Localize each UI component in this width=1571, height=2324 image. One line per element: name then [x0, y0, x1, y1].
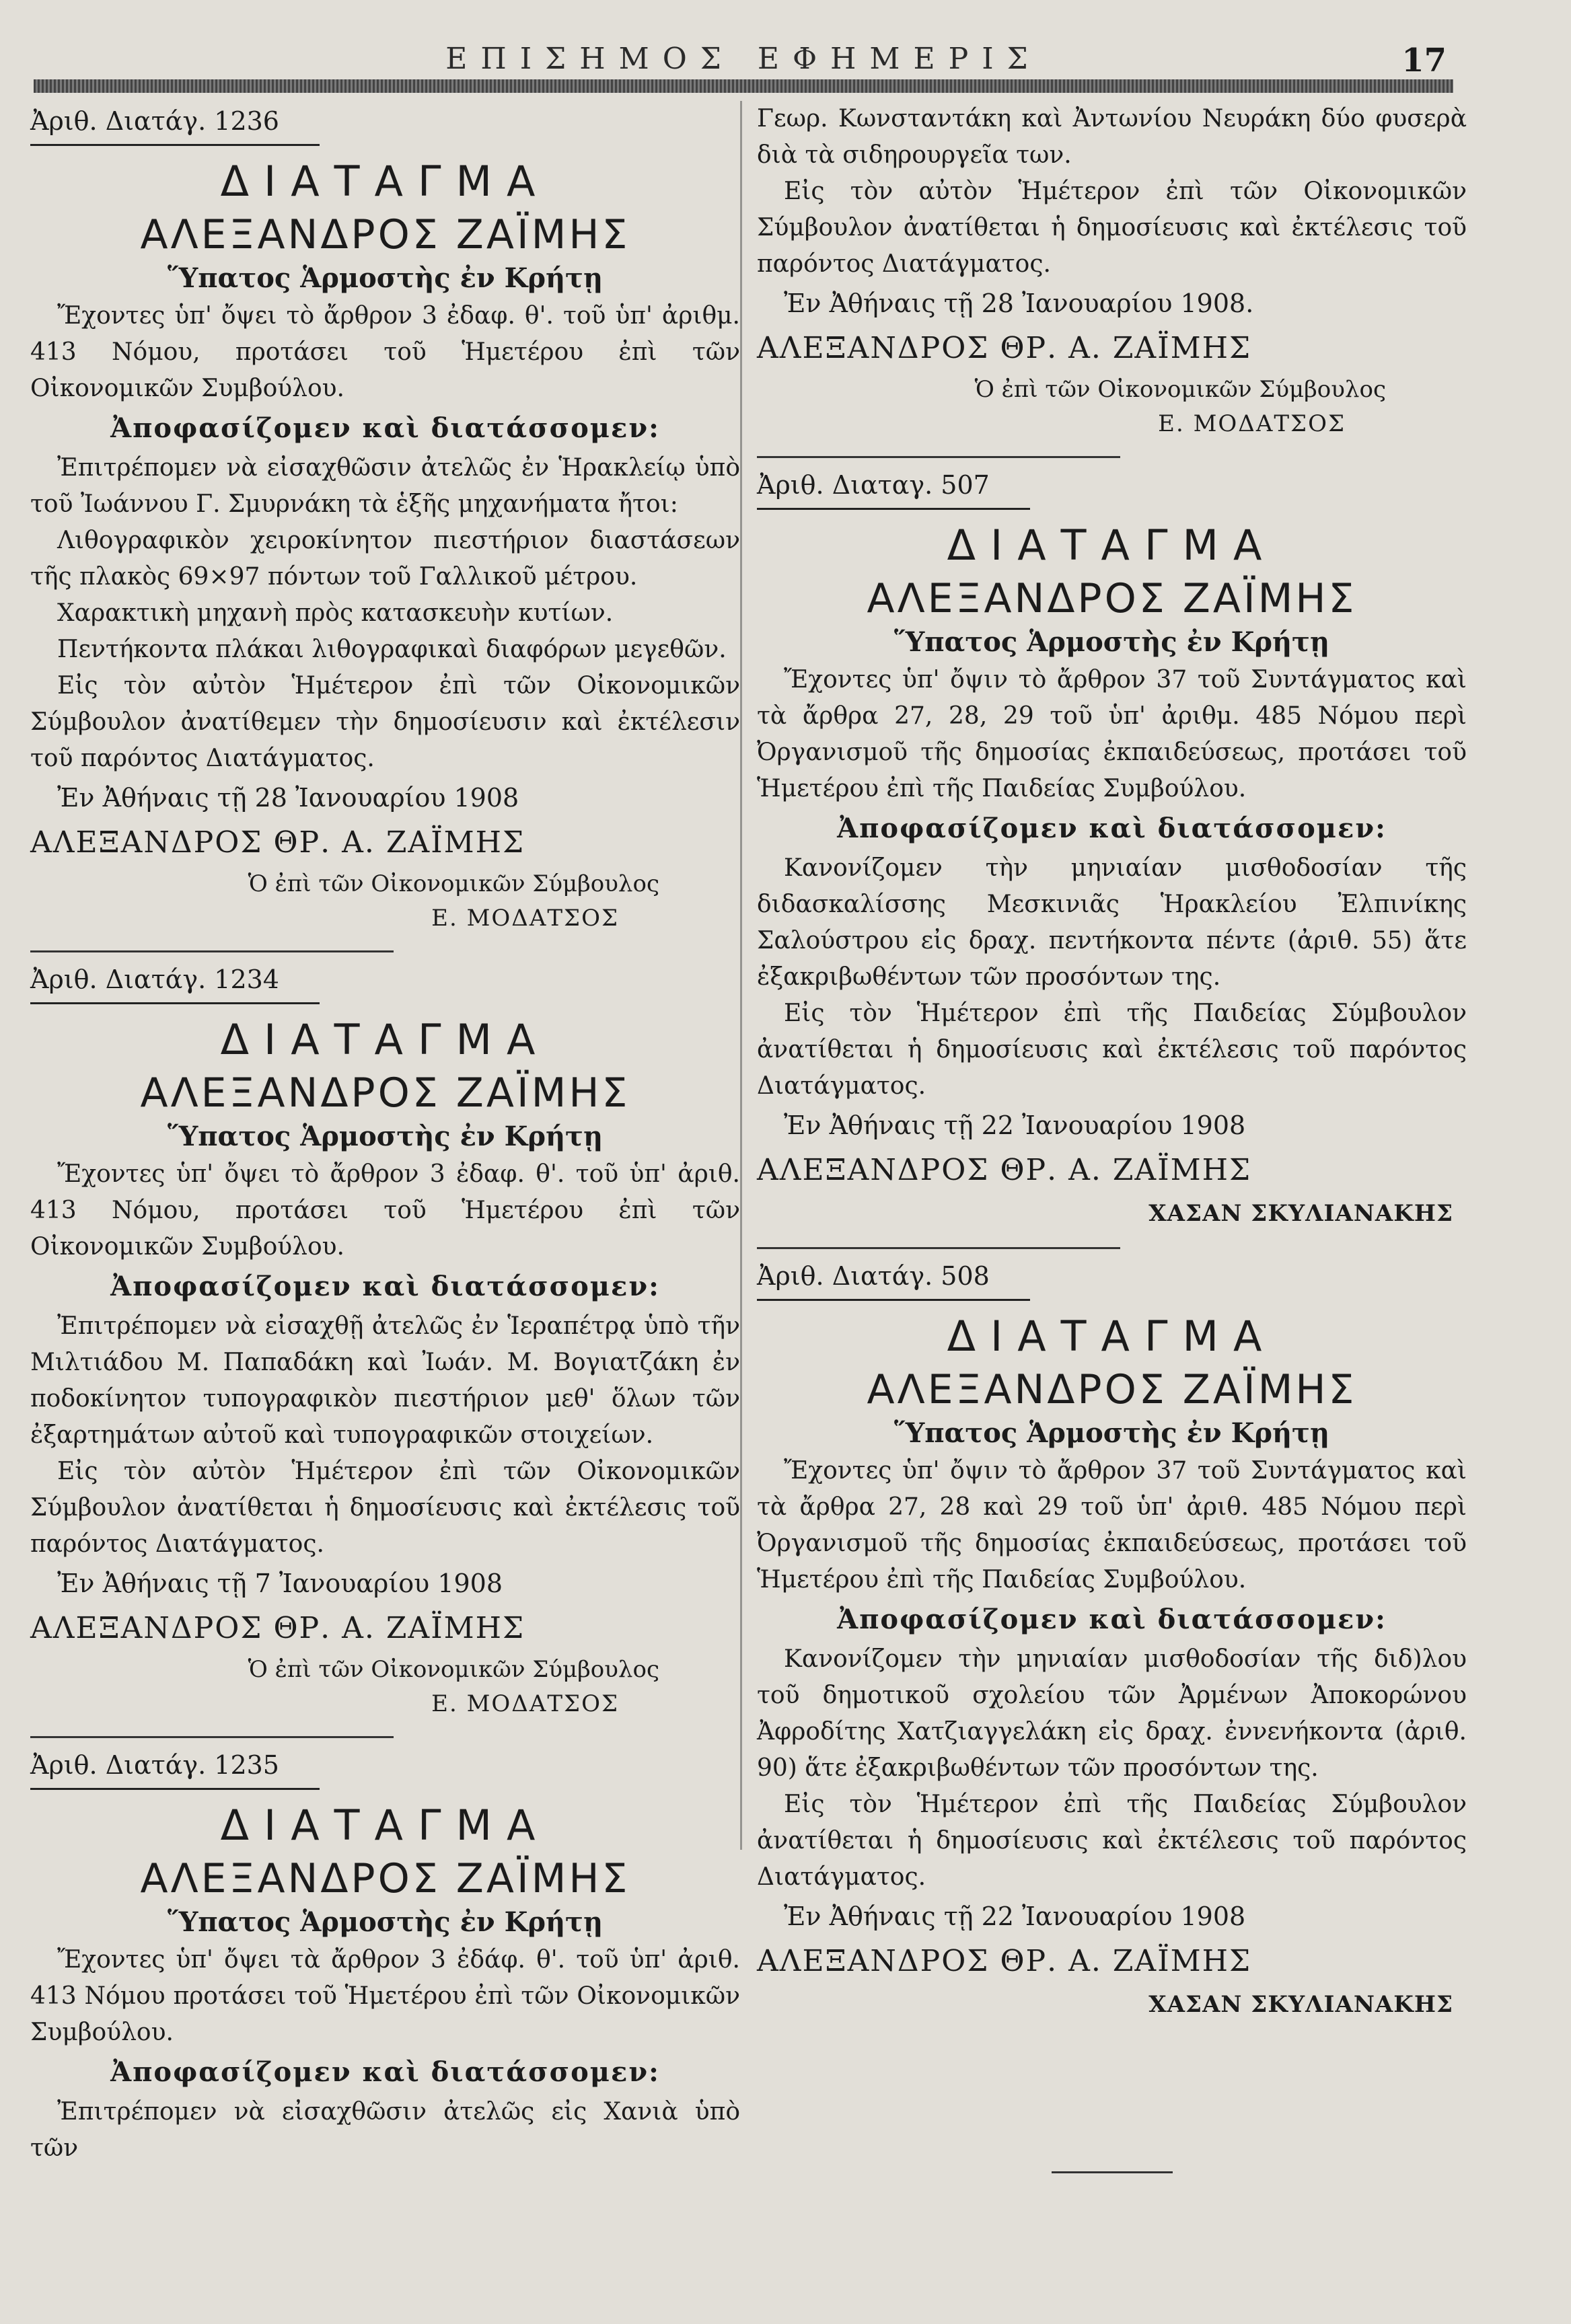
countersign-role: Ὁ ἐπὶ τῶν Οἰκονομικῶν Σύμβουλος — [248, 870, 659, 897]
decree-507 — [757, 465, 1467, 1232]
section-separator — [757, 1247, 1120, 1249]
decree-formula: Ἀποφασίζομεν καὶ διατάσσομεν: — [110, 1271, 660, 1302]
countersign-role: Ὁ ἐπὶ τῶν Οἰκονομικῶν Σύμβουλος — [248, 1656, 659, 1683]
article-text: Λιθογραφικὸν χειροκίνητον πιεστήριον διαστάσεων τῆς πλακὸς 69×97 πόντων τοῦ Γαλλικοῦ μέτρου. — [30, 527, 740, 591]
gazette-title: ΕΠΙΣΗΜΟΣ ΕΦΗΜΕΡΙΣ — [445, 42, 1042, 76]
decree-formula: Ἀποφασίζομεν καὶ διατάσσομεν: — [837, 813, 1387, 844]
decree-number: Ἀριθ. Διατάγ. 1234 — [30, 959, 320, 1004]
countersign-role: Ὁ ἐπὶ τῶν Οἰκονομικῶν Σύμβουλος — [974, 376, 1386, 403]
column-divider — [740, 101, 742, 1850]
decree-508 — [757, 1256, 1467, 2023]
decree-formula: Ἀποφασίζομεν καὶ διατάσσομεν: — [110, 2056, 660, 2088]
closing-text: Εἰς τὸν αὐτὸν Ἡμέτερον ἐπὶ τῶν Οἰκονομικῶν Σύμβουλον ἀνατίθεμεν τὴν δημοσίευσιν καὶ ἐκτέλεσιν τοῦ παρόντος Διατάγματος. — [30, 672, 740, 772]
decree-date: Ἐν Ἀθήναις τῇ 28 Ἰανουαρίου 1908 — [57, 783, 519, 813]
countersign-name: Ε. ΜΟΔΑΤΣΟΣ — [431, 1690, 619, 1717]
closing-text: Εἰς τὸν Ἡμέτερον ἐπὶ τῆς Παιδείας Σύμβουλον ἀνατίθεται ἡ δημοσίευσις καὶ ἐκτέλεσις τοῦ παρόντος Διατάγματος. — [757, 1000, 1467, 1100]
issuer-title: Ὕπατος Ἁρμοστὴς ἐν Κρήτῃ — [167, 1121, 604, 1152]
issuer-name: ΑΛΕΞΑΝΔΡΟΣ ΖΑΪΜΗΣ — [140, 211, 630, 258]
right-column — [757, 101, 1467, 2187]
decree-1235 — [30, 1745, 740, 2167]
countersign-name: ΧΑΣΑΝ ΣΚΥΛΙΑΝΑΚΗΣ — [1148, 1200, 1453, 1227]
decree-formula: Ἀποφασίζομεν καὶ διατάσσομεν: — [110, 412, 660, 444]
article-text: Χαρακτικὴ μηχανὴ πρὸς κατασκευὴν κυτίων. — [57, 599, 614, 627]
page-header — [34, 42, 1453, 96]
issuer-title: Ὕπατος Ἁρμοστὴς ἐν Κρήτῃ — [893, 626, 1330, 658]
decree-date: Ἐν Ἀθήναις τῇ 7 Ἰανουαρίου 1908 — [57, 1569, 503, 1598]
decree-continuation — [757, 101, 1467, 441]
decree-date: Ἐν Ἀθήναις τῇ 28 Ἰανουαρίου 1908. — [784, 289, 1254, 318]
decree-1236 — [30, 101, 740, 936]
section-separator — [30, 950, 394, 952]
decree-1234 — [30, 959, 740, 1721]
closing-text: Εἰς τὸν Ἡμέτερον ἐπὶ τῆς Παιδείας Σύμβουλον ἀνατίθεται ἡ δημοσίευσις καὶ ἐκτέλεσις τοῦ παρόντος Διατάγματος. — [757, 1791, 1467, 1891]
signature: ΑΛΕΞΑΝΔΡΟΣ ΘΡ. Α. ΖΑΪΜΗΣ — [30, 825, 525, 860]
closing-text: Εἰς τὸν αὐτὸν Ἡμέτερον ἐπὶ τῶν Οἰκονομικῶν Σύμβουλον ἀνατίθεται ἡ δημοσίευσις καὶ ἐκτέλεσις τοῦ παρόντος Διατάγματος. — [757, 178, 1467, 278]
preamble: Ἔχοντες ὑπ' ὄψει τὸ ἄρθρον 3 ἐδαφ. θ'. τοῦ ὑπ' ἀριθμ. 413 Νόμου, προτάσει τοῦ Ἡμετέρου ἐπὶ τῶν Οἰκονομικῶν Συμβούλου. — [30, 302, 740, 402]
decree-number: Ἀριθ. Διατάγ. 508 — [757, 1256, 1030, 1301]
decree-date: Ἐν Ἀθήναις τῇ 22 Ἰανουαρίου 1908 — [784, 1902, 1246, 1931]
header-rule — [34, 79, 1453, 93]
decree-date: Ἐν Ἀθήναις τῇ 22 Ἰανουαρίου 1908 — [784, 1111, 1246, 1140]
countersign-name: ΧΑΣΑΝ ΣΚΥΛΙΑΝΑΚΗΣ — [1148, 1991, 1453, 2018]
left-column — [30, 101, 740, 2167]
section-separator — [30, 1736, 394, 1738]
article-text: Κανονίζομεν τὴν μηνιαίαν μισθοδοσίαν τῆς διδασκαλίσσης Μεσκινιᾶς Ἡρακλείου Ἐλπινίκης Σαλούστρου εἰς δραχ. πεντήκοντα πέντε (ἀριθ. 55) ἅτε ἐξακριβωθέντων τῶν προσόντων της. — [757, 854, 1467, 991]
article-text: Πεντήκοντα πλάκαι λιθογραφικαὶ διαφόρων μεγεθῶν. — [57, 636, 727, 663]
issuer-title: Ὕπατος Ἁρμοστὴς ἐν Κρήτῃ — [893, 1417, 1330, 1449]
article-text: Γεωρ. Κωνσταντάκη καὶ Ἀντωνίου Νευράκη δύο φυσερὰ διὰ τὰ σιδηρουργεῖα των. — [757, 105, 1467, 169]
issuer-name: ΑΛΕΞΑΝΔΡΟΣ ΖΑΪΜΗΣ — [140, 1070, 630, 1117]
decree-heading: ΔΙΑΤΑΓΜΑ — [220, 1801, 550, 1850]
issuer-title: Ὕπατος Ἁρμοστὴς ἐν Κρήτῃ — [167, 1906, 604, 1938]
decree-number: Ἀριθ. Διατάγ. 1235 — [30, 1745, 320, 1790]
article-text: Ἐπιτρέπομεν νὰ εἰσαχθῇ ἀτελῶς ἐν Ἱεραπέτρᾳ ὑπὸ τῆν Μιλτιάδου Μ. Παπαδάκη καὶ Ἰωάν. Μ. Βογιατζάκη ἐν ποδοκίνητον τυπογραφικὸν πιεστήριον μεθ' ὅλων τῶν ἐξαρτημάτων αὐτοῦ καὶ τυπογραφικῶν στοιχείων. — [30, 1312, 740, 1449]
article-text: Κανονίζομεν τὴν μηνιαίαν μισθοδοσίαν τῆς διδ)λου τοῦ δημοτικοῦ σχολείου τῶν Ἀρμένων Ἀποκορώνου Ἀφροδίτης Χατζιαγγελάκη εἰς δραχ. ἐννενήκοντα (ἀριθ. 90) ἅτε ἐξακριβωθέντων τῶν προσόντων της. — [757, 1645, 1467, 1782]
page-number: 17 — [1401, 42, 1447, 79]
preamble: Ἔχοντες ὑπ' ὄψει τὰ ἄρθρον 3 ἐδάφ. θ'. τοῦ ὑπ' ἀριθ. 413 Νόμου προτάσει τοῦ Ἡμετέρου ἐπὶ τῶν Οἰκονομικῶν Συμβούλου. — [30, 1946, 740, 2046]
signature: ΑΛΕΞΑΝΔΡΟΣ ΘΡ. Α. ΖΑΪΜΗΣ — [30, 1611, 525, 1645]
issuer-name: ΑΛΕΞΑΝΔΡΟΣ ΖΑΪΜΗΣ — [867, 575, 1357, 622]
section-separator — [757, 456, 1120, 458]
issuer-name: ΑΛΕΞΑΝΔΡΟΣ ΖΑΪΜΗΣ — [140, 1855, 630, 1902]
decree-heading: ΔΙΑΤΑΓΜΑ — [947, 521, 1277, 570]
closing-text: Εἰς τὸν αὐτὸν Ἡμέτερον ἐπὶ τῶν Οἰκονομικῶν Σύμβουλον ἀνατίθεται ἡ δημοσίευσις καὶ ἐκτέλεσις τοῦ παρόντος Διατάγματος. — [30, 1458, 740, 1558]
article-text: Ἐπιτρέπομεν νὰ εἰσαχθῶσιν ἀτελῶς εἰς Χανιὰ ὑπὸ τῶν — [30, 2098, 740, 2162]
preamble: Ἔχοντες ὑπ' ὄψει τὸ ἄρθρον 3 ἐδαφ. θ'. τοῦ ὑπ' ἀριθ. 413 Νόμου, προτάσει τοῦ Ἡμετέρου ἐπὶ τῶν Οἰκονομικῶν Συμβούλου. — [30, 1160, 740, 1261]
decree-number: Ἀριθ. Διατάγ. 1236 — [30, 101, 320, 146]
countersign-name: Ε. ΜΟΔΑΤΣΟΣ — [1158, 410, 1346, 437]
signature: ΑΛΕΞΑΝΔΡΟΣ ΘΡ. Α. ΖΑΪΜΗΣ — [757, 331, 1252, 365]
signature: ΑΛΕΞΑΝΔΡΟΣ ΘΡ. Α. ΖΑΪΜΗΣ — [757, 1944, 1252, 1978]
decree-heading: ΔΙΑΤΑΓΜΑ — [220, 1015, 550, 1064]
preamble: Ἔχοντες ὑπ' ὄψιν τὸ ἄρθρον 37 τοῦ Συντάγματος καὶ τὰ ἄρθρα 27, 28, 29 τοῦ ὑπ' ἀριθμ. 485 Νόμου περὶ Ὀργανισμοῦ τῆς δημοσίας ἐκπαιδεύσεως, προτάσει τοῦ Ἡμετέρου ἐπὶ τῆς Παιδείας Συμβούλου. — [757, 666, 1467, 802]
decree-formula: Ἀποφασίζομεν καὶ διατάσσομεν: — [837, 1604, 1387, 1635]
decree-number: Ἀριθ. Διαταγ. 507 — [757, 465, 1030, 510]
decree-heading: ΔΙΑΤΑΓΜΑ — [220, 157, 550, 206]
issuer-name: ΑΛΕΞΑΝΔΡΟΣ ΖΑΪΜΗΣ — [867, 1366, 1357, 1413]
countersign-name: Ε. ΜΟΔΑΤΣΟΣ — [431, 905, 619, 932]
issuer-title: Ὕπατος Ἁρμοστὴς ἐν Κρήτῃ — [167, 262, 604, 294]
decree-heading: ΔΙΑΤΑΓΜΑ — [947, 1312, 1277, 1361]
end-rule — [1052, 2171, 1173, 2173]
signature: ΑΛΕΞΑΝΔΡΟΣ ΘΡ. Α. ΖΑΪΜΗΣ — [757, 1153, 1252, 1187]
article-text: Ἐπιτρέπομεν νὰ εἰσαχθῶσιν ἀτελῶς ἐν Ἡρακλείῳ ὑπὸ τοῦ Ἰωάννου Γ. Σμυρνάκη τὰ ἑξῆς μηχανήματα ἤτοι: — [30, 454, 740, 518]
preamble: Ἔχοντες ὑπ' ὄψιν τὸ ἄρθρον 37 τοῦ Συντάγματος καὶ τὰ ἄρθρα 27, 28 καὶ 29 τοῦ ὑπ' ἀριθ. 485 Νόμου περὶ Ὀργανισμοῦ τῆς δημοσίας ἐκπαιδεύσεως, προτάσει τοῦ Ἡμετέρου ἐπὶ τῆς Παιδείας Συμβούλου. — [757, 1457, 1467, 1594]
